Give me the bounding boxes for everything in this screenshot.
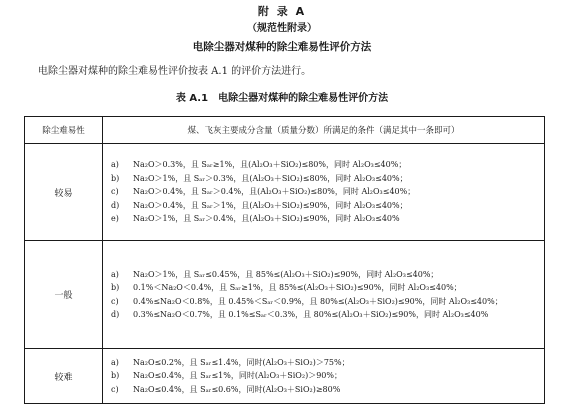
condition-text: Na₂O＞0.3%，且 Sₐᵣ≥1%，且(Al₂O₃＋SiO₂)≤80%，同时 Al₂O₃≤40%； [133, 160, 407, 170]
table-header-row [25, 117, 545, 144]
difficulty-level: 较难 [25, 349, 103, 404]
difficulty-level: 较易 [25, 144, 103, 241]
condition-letter: a) [111, 160, 119, 170]
condition-letter: a) [111, 357, 119, 367]
condition-text: Na₂O≤0.4%，且 Sₐᵣ≤0.6%，同时(Al₂O₃＋SiO₂)≥80% [133, 384, 341, 394]
header-difficulty: 除尘难易性 [25, 117, 103, 144]
conditions-list [111, 158, 544, 225]
appendix-title: 附 录 A [257, 5, 307, 18]
condition-letter: b) [111, 283, 120, 293]
condition-letter: b) [111, 371, 120, 381]
table-row [25, 144, 545, 241]
condition-text: Na₂O≤0.4%，且 Sₐᵣ≤1%，同时(Al₂O₃＋SiO₂)＞90%； [133, 371, 342, 381]
condition-text: 0.1%＜Na₂O＜0.4%，且 Sₐᵣ≥1%，且 85%≤(Al₂O₃＋SiO₂)≤90%，同时 Al₂O₃≤40%； [133, 283, 462, 293]
condition-item [111, 383, 544, 396]
condition-text: Na₂O＞0.4%，且 Sₐᵣ＞1%，且(Al₂O₃＋SiO₂)≤90%，同时 Al₂O₃≤40%； [133, 200, 408, 210]
table-row [25, 241, 545, 349]
conditions-cell [103, 349, 545, 404]
condition-item [111, 268, 544, 281]
condition-item [111, 369, 544, 382]
condition-item [111, 356, 544, 369]
condition-letter: c) [111, 384, 119, 394]
condition-letter: e) [111, 214, 119, 224]
condition-item [111, 212, 544, 225]
condition-letter: c) [111, 187, 119, 197]
condition-text: Na₂O＞0.4%，且 Sₐᵣ＞0.4%，且(Al₂O₃＋SiO₂)≤80%，同时 Al₂O₃≤40%； [133, 187, 416, 197]
condition-letter: a) [111, 269, 119, 279]
conditions-list [111, 268, 544, 322]
conditions-cell [103, 144, 545, 241]
conditions-cell [103, 241, 545, 349]
condition-letter: b) [111, 173, 120, 183]
condition-letter: c) [111, 296, 119, 306]
method-title: 电除尘器对煤种的除尘难易性评价方法 [192, 41, 372, 53]
condition-item [111, 158, 544, 171]
condition-text: Na₂O＞1%，且 Sₐᵣ≤0.45%，且 85%≤(Al₂O₃＋SiO₂)≤90%，同时 Al₂O₃≤40%； [133, 269, 439, 279]
condition-text: Na₂O＞1%，且 Sₐᵣ＞0.4%，且(Al₂O₃＋SiO₂)≤90%，同时 Al₂O₃≤40% [133, 214, 400, 224]
condition-letter: d) [111, 309, 120, 319]
table-body [25, 144, 545, 404]
condition-item [111, 308, 544, 321]
header-conditions: 煤、飞灰主要成分含量（质量分数）所满足的条件（满足其中一条即可） [103, 117, 545, 144]
condition-text: 0.3%≤Na₂O＜0.7%，且 0.1%≤Sₐᵣ＜0.3%，且 80%≤(Al₂O₃＋SiO₂)≤90%，同时 Al₂O₃≤40% [133, 309, 489, 319]
condition-text: Na₂O≤0.2%，且 Sₐᵣ≤1.4%，同时(Al₂O₃＋SiO₂)＞75%； [133, 357, 350, 367]
condition-item [111, 281, 544, 294]
condition-text: Na₂O＞1%，且 Sₐᵣ＞0.3%，且(Al₂O₃＋SiO₂)≤80%，同时 Al₂O₃≤40%； [133, 173, 408, 183]
difficulty-level: 一般 [25, 241, 103, 349]
table-caption: 表 A.1 电除尘器对煤种的除尘难易性评价方法 [175, 93, 389, 104]
condition-item [111, 199, 544, 212]
table-row [25, 349, 545, 404]
criteria-table [24, 116, 545, 404]
conditions-list [111, 356, 544, 396]
intro-paragraph: 电除尘器对煤种的除尘难易性评价按表 A.1 的评价方法进行。 [38, 66, 312, 77]
condition-item [111, 185, 544, 198]
condition-text: 0.4%≤Na₂O＜0.8%，且 0.45%＜Sₐᵣ＜0.9%，且 80%≤(Al₂O₃＋SiO₂)≤90%，同时 Al₂O₃≤40%； [133, 296, 503, 306]
condition-item [111, 295, 544, 308]
appendix-subtitle: （规范性附录） [247, 23, 317, 34]
condition-item [111, 172, 544, 185]
condition-letter: d) [111, 200, 120, 210]
